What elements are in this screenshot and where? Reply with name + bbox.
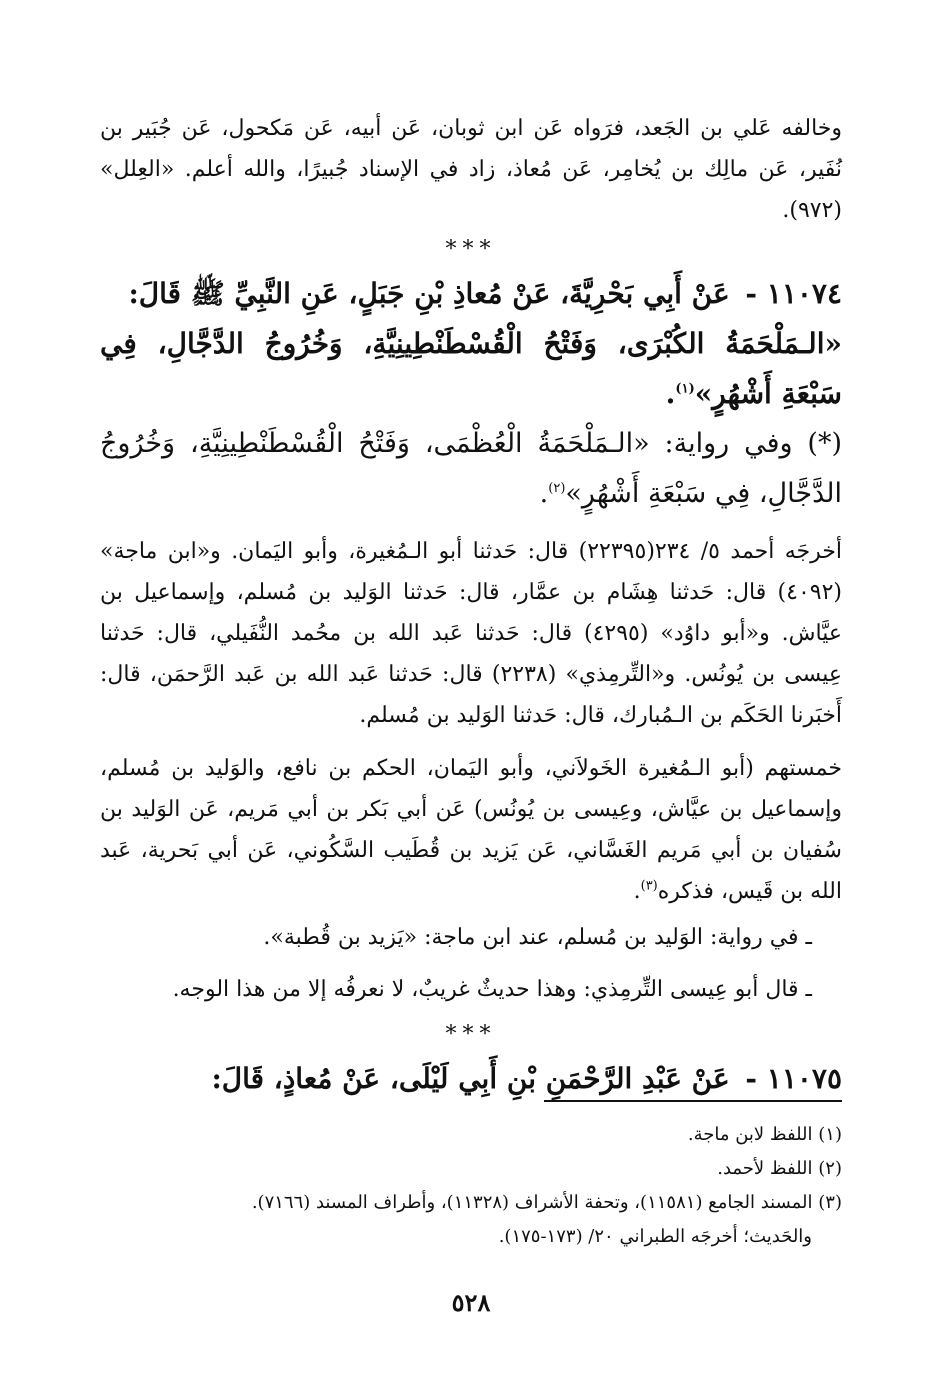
- footnote-divider: [544, 1100, 842, 1102]
- intro-line-2: نُفَير، عَن مالِك بن يُخامِر، عَن مُعاذ، زاد في الإسناد جُبيرًا، والله أعلم. «العِلل» (٩٧٢).: [100, 157, 842, 223]
- note-tirmidhi: ـ قال أبو عِيسى التِّرمِذي: وهذا حديثٌ غريبٌ، لا نعرفُه إلا من هذا الوجه.: [172, 977, 812, 1002]
- footnote-ref-2[interactable]: (٢): [548, 481, 566, 496]
- takhrij-text: خمستهم (أبو الـمُغيرة الخَولاَني، وأبو اليَمان، الحكم بن نافع، والوَليد بن مُسلم، وإسماعيل بن عيَّاش، وعِيسى بن يُونُس) عَن أبي بَكر بن أبي مَريم، عَن الوَليد بن سُفيان بن أبي مَريم الغَسَّاني، عَن يَزيد بن قُطَيب السَّكُوني، عَن أبي بَحرية، عَبد الله بن قَيس، فذكره: [100, 756, 842, 904]
- section-separator: ***: [445, 1022, 497, 1047]
- footnote-3: (٣) المسند الجامع (١١٥٨١)، وتحفة الأشراف (١١٣٢٨)، وأطراف المسند (٧١٦٦).: [251, 1192, 842, 1213]
- hadith-isnad: عَنْ عَبْدِ الرَّحْمَنِ بْنِ أَبِي لَيْلَى، عَنْ مُعاذٍ، قَالَ:: [211, 1062, 730, 1095]
- riwaya-line-2: فِي سَبْعَةِ أَشْهُرٍ»: [565, 478, 751, 509]
- footnote-1: (١) اللفظ لابن ماجة.: [687, 1124, 842, 1145]
- page-number: ٥٢٨: [451, 1288, 491, 1317]
- section-separator: ***: [445, 237, 497, 262]
- intro-paragraph: [100, 108, 842, 231]
- riwaya-line-1: (*) وفي رواية: «الـمَلْحَمَةُ الْعُظْمَى، وَفَتْحُ الْقُسْطَنْطِينِيَّةِ، وَخُرُوجُ الدَّجَّالِ،: [100, 428, 842, 509]
- hadith-text: «الـمَلْحَمَةُ الكُبْرَى، وَفَتْحُ الْقُسْطَنْطِينِيَّةِ، وَخُرُوجُ الدَّجَّالِ، فِي سَبْعَةِ أَشْهُرٍ»: [100, 327, 842, 410]
- hadith-11074-heading: [100, 269, 842, 319]
- takhrij-paragraph-1: أخرجَه أحمد ٥/ ٢٣٤(٢٢٣٩٥) قال: حَدثنا أبو الـمُغيرة، وأبو اليَمان. و«ابن ماجة» (٤٠٩٢) قال: حَدثنا هِشَام بن عمَّار، قال: حَدثنا الوَليد بن مُسلم، وإسماعيل بن عيَّاش. و«أبو داوُد» (٤٢٩٥) قال: حَدثنا عَبد الله بن محُمد النُّفَيلي، قال: حَدثنا عِيسى بن يُونُس. و«التِّرمِذي» (٢٢٣٨) قال: حَدثنا عَبد الله بن عَبد الرَّحمَن، قال: أَخبَرنا الحَكَم بن الـمُبارك، قال: حَدثنا الوَليد بن مُسلم.: [100, 539, 843, 728]
- page-body: [100, 108, 842, 1104]
- footnotes: [100, 1118, 842, 1254]
- hadith-11074-matn: «الـمَلْحَمَةُ الكُبْرَى، وَفَتْحُ الْقُسْطَنْطِينِيَّةِ، وَخُرُوجُ الدَّجَّالِ، فِي سَبْعَةِ أَشْهُرٍ»$^{(١)}$.: [100, 327, 842, 410]
- hadith-number: ١١٠٧٤ -: [745, 277, 842, 310]
- intro-line-1: وخالفه عَلي بن الجَعد، فرَواه عَن ابن ثوبان، عَن أبيه، عَن مَكحول، عَن جُبَير بن: [100, 116, 842, 141]
- footnote-2: (٢) اللفظ لأحمد.: [717, 1158, 842, 1179]
- footnote-ref-1[interactable]: (١): [675, 381, 695, 397]
- hadith-number: ١١٠٧٥ -: [745, 1062, 842, 1095]
- note-ibn-majah: ـ في رواية: الوَليد بن مُسلم، عند ابن ماجة: «يَزيد بن قُطبة».: [263, 925, 812, 950]
- footnote-3-continuation: والحَديث؛ أخرجَه الطبراني ٢٠/ (١٧٣-١٧٥).: [498, 1226, 812, 1247]
- hadith-isnad: عَنْ أَبِي بَحْرِيَّةَ، عَنْ مُعاذِ بْنِ جَبَلٍ، عَنِ النَّبِيِّ ﷺ قَالَ:: [128, 277, 730, 310]
- hadith-11075-heading: [100, 1054, 842, 1104]
- hadith-11074-riwaya: (*) وفي رواية: «الـمَلْحَمَةُ الْعُظْمَى، وَفَتْحُ الْقُسْطَنْطِينِيَّةِ، وَخُرُوجُ الدَّجَّالِ، فِي سَبْعَةِ أَشْهُرٍ»$^{(٢)}$.: [100, 428, 842, 509]
- takhrij-paragraph-2: خمستهم (أبو الـمُغيرة الخَولاَني، وأبو اليَمان، الحكم بن نافع، والوَليد بن مُسلم، وإسماعيل بن عيَّاش، وعِيسى بن يُونُس) عَن أبي بَكر بن أبي مَريم، عَن الوَليد بن سُفيان بن أبي مَريم الغَسَّاني، عَن يَزيد بن قُطَيب السَّكُوني، عَن أبي بَحرية، عَبد الله بن قَيس، فذكره$^{(٣)}$.: [100, 756, 842, 904]
- footnote-ref-3[interactable]: (٣): [640, 878, 658, 894]
